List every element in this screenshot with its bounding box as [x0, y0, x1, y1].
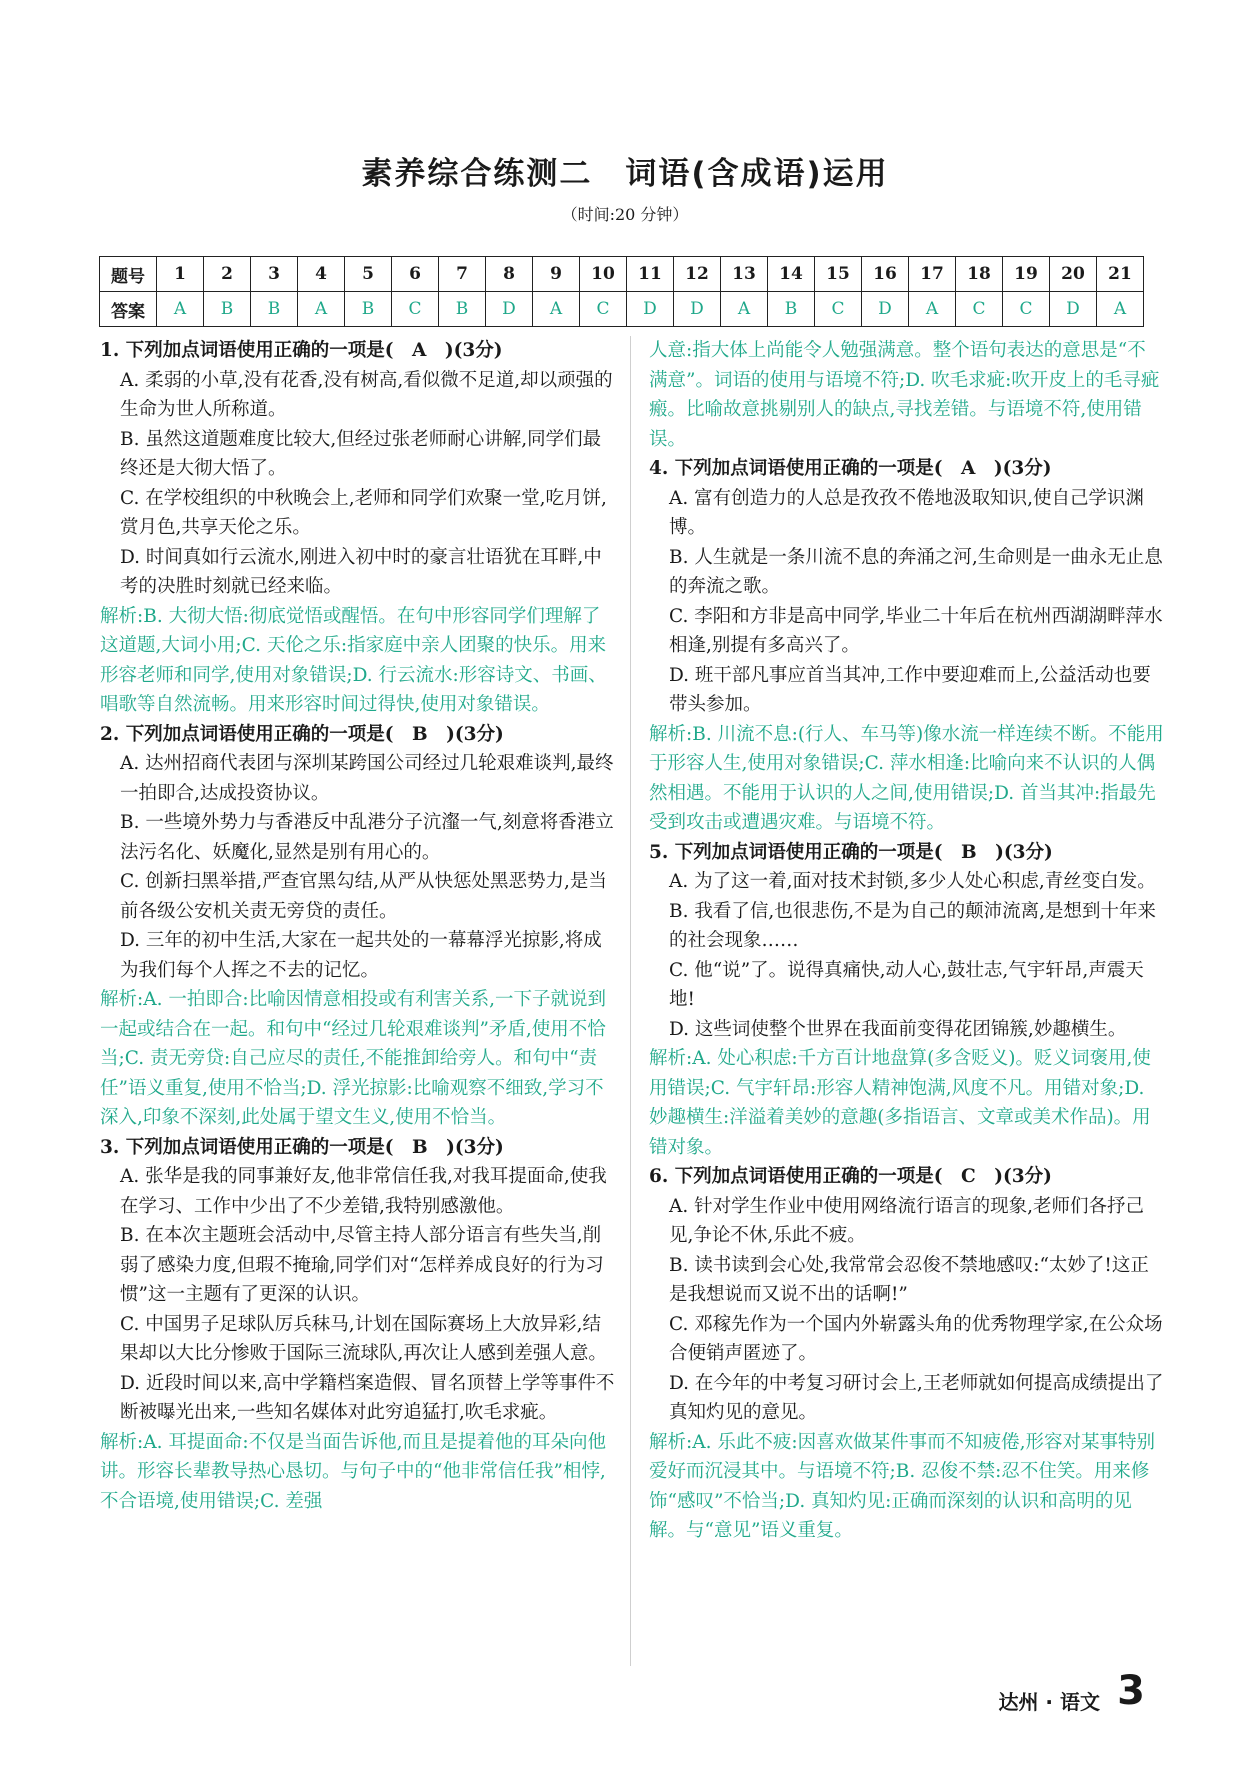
question-block	[649, 336, 1164, 454]
question-block	[100, 720, 615, 1133]
answer-cell: C	[956, 292, 1003, 327]
question-number-cell: 7	[439, 257, 486, 292]
left-column	[100, 336, 615, 1516]
question-number-cell: 11	[627, 257, 674, 292]
answer-cell: D	[1050, 292, 1097, 327]
question-number-cell: 6	[392, 257, 439, 292]
answer-cell: B	[768, 292, 815, 327]
question-number-cell: 10	[580, 257, 627, 292]
row-header-numbers: 题号	[100, 257, 157, 292]
question-option: B. 读书读到会心处,我常常会忍俊不禁地感叹:“太妙了!这正是我想说而又说不出的话啊!”	[669, 1254, 1149, 1305]
question-number-cell: 20	[1050, 257, 1097, 292]
question-number-cell: 9	[533, 257, 580, 292]
table-row-numbers	[100, 257, 1144, 292]
question-option: B. 一些境外势力与香港反中乱港分子沆瀣一气,刻意将香港立法污名化、妖魔化,显然是别有用心的。	[120, 812, 614, 863]
question-number-cell: 16	[862, 257, 909, 292]
question-option: C. 李阳和方非是高中同学,毕业二十年后在杭州西湖湖畔萍水相逢,别提有多高兴了。	[669, 605, 1163, 656]
question-number-cell: 14	[768, 257, 815, 292]
question-number-cell: 1	[157, 257, 204, 292]
question-number-cell: 12	[674, 257, 721, 292]
question-number-cell: 17	[909, 257, 956, 292]
answer-cell: C	[392, 292, 439, 327]
question-stem: 5. 下列加点词语使用正确的一项是( B )(3分)	[649, 841, 1053, 863]
question-option: C. 中国男子足球队厉兵秣马,计划在国际赛场上大放异彩,结果却以大比分惨败于国际三流球队,再次让人感到差强人意。	[120, 1313, 607, 1364]
answer-cell: A	[533, 292, 580, 327]
analysis-text-continued: 人意:指大体上尚能令人勉强满意。整个语句表达的意思是“不满意”。词语的使用与语境不符;D. 吹毛求疵:吹开皮上的毛寻疵瘢。比喻故意挑剔别人的缺点,寻找差错。与语境不符,使用错误。	[649, 340, 1160, 450]
question-option: C. 在学校组织的中秋晚会上,老师和同学们欢聚一堂,吃月饼,赏月色,共享天伦之乐。	[120, 487, 607, 538]
question-option: D. 时间真如行云流水,刚进入初中时的豪言壮语犹在耳畔,中考的决胜时刻就已经来临。	[120, 546, 602, 597]
question-stem: 1. 下列加点词语使用正确的一项是( A )(3分)	[100, 340, 503, 361]
answer-table	[99, 256, 1144, 327]
question-stem: 4. 下列加点词语使用正确的一项是( A )(3分)	[649, 458, 1052, 479]
time-note: （时间:20 分钟）	[561, 205, 689, 224]
question-option: A. 柔弱的小草,没有花香,没有树高,看似微不足道,却以顽强的生命为世人所称道。	[120, 369, 613, 420]
answer-cell: B	[251, 292, 298, 327]
answer-cell: C	[1003, 292, 1050, 327]
analysis-text: 解析:A. 一拍即合:比喻因情意相投或有利害关系,一下子就说到一起或结合在一起。和句中“经过几轮艰难谈判”矛盾,使用不恰当;C. 责无旁贷:自己应尽的责任,不能推卸给旁人。和句中“责任”语义重复,使用不恰当;D. 浮光掠影:比喻观察不细致,学习不深入,印象不深刻,此处属于望文生义,使用不恰当。	[100, 989, 606, 1128]
question-stem: 2. 下列加点词语使用正确的一项是( B )(3分)	[100, 723, 504, 745]
answer-cell: A	[1097, 292, 1144, 327]
question-option: B. 人生就是一条川流不息的奔涌之河,生命则是一曲永无止息的奔流之歌。	[669, 546, 1163, 597]
question-number-cell: 15	[815, 257, 862, 292]
question-number-cell: 2	[204, 257, 251, 292]
answer-cell: A	[298, 292, 345, 327]
question-option: C. 创新扫黑举措,严查官黑勾结,从严从快惩处黑恶势力,是当前各级公安机关责无旁贷的责任。	[120, 871, 607, 922]
question-option: D. 班干部凡事应首当其冲,工作中要迎难而上,公益活动也要带头参加。	[669, 664, 1151, 715]
answer-cell: A	[721, 292, 768, 327]
question-number-cell: 21	[1097, 257, 1144, 292]
question-option: A. 针对学生作业中使用网络流行语言的现象,老师们各抒己见,争论不休,乐此不疲。	[669, 1195, 1145, 1246]
question-stem: 3. 下列加点词语使用正确的一项是( B )(3分)	[100, 1136, 504, 1158]
analysis-text: 解析:A. 处心积虑:千方百计地盘算(多含贬义)。贬义词褒用,使用错误;C. 气宇轩昂:形容人精神饱满,风度不凡。用错对象;D. 妙趣横生:洋溢着美妙的意趣(多指语言、文章或美术作品)。用错对象。	[649, 1048, 1151, 1158]
right-column	[649, 336, 1164, 1546]
question-option: B. 在本次主题班会活动中,尽管主持人部分语言有些失当,削弱了感染力度,但瑕不掩瑜,同学们对“怎样养成良好的行为习惯”这一主题有了更深的认识。	[120, 1225, 604, 1305]
question-number-cell: 13	[721, 257, 768, 292]
analysis-text: 解析:B. 川流不息:(行人、车马等)像水流一样连续不断。不能用于形容人生,使用对象错误;C. 萍水相逢:比喻向来不认识的人偶然相遇。不能用于认识的人之间,使用错误;D. 首当其冲:指最先受到攻击或遭遇灾难。与语境不符。	[649, 723, 1164, 833]
question-number-cell: 4	[298, 257, 345, 292]
answer-cell: A	[157, 292, 204, 327]
answer-cell: C	[815, 292, 862, 327]
answer-cell: C	[580, 292, 627, 327]
question-block	[649, 838, 1164, 1163]
answer-cell: D	[486, 292, 533, 327]
answer-cell: D	[627, 292, 674, 327]
question-option: A. 富有创造力的人总是孜孜不倦地汲取知识,使自己学识渊博。	[669, 487, 1145, 538]
question-option: D. 三年的初中生活,大家在一起共处的一幕幕浮光掠影,将成为我们每个人挥之不去的记忆。	[120, 930, 602, 981]
question-block	[100, 1133, 615, 1517]
question-option: D. 这些词使整个世界在我面前变得花团锦簇,妙趣横生。	[669, 1018, 1127, 1040]
question-number-cell: 19	[1003, 257, 1050, 292]
question-number-cell: 3	[251, 257, 298, 292]
page-title: 素养综合练测二 词语(含成语)运用	[361, 156, 889, 192]
answer-cell: B	[439, 292, 486, 327]
question-option: C. 他“说”了。说得真痛快,动人心,鼓壮志,气宇轩昂,声震天地!	[669, 959, 1144, 1010]
answer-cell: A	[909, 292, 956, 327]
analysis-text: 解析:A. 耳提面命:不仅是当面告诉他,而且是提着他的耳朵向他讲。形容长辈教导热心恳切。与句子中的“他非常信任我”相悖,不合语境,使用错误;C. 差强	[100, 1431, 606, 1512]
question-option: D. 在今年的中考复习研讨会上,王老师就如何提高成绩提出了真知灼见的意见。	[669, 1372, 1164, 1423]
question-block	[649, 1162, 1164, 1546]
question-block	[100, 336, 615, 720]
question-option: A. 为了这一着,面对技术封锁,多少人处心积虑,青丝变白发。	[669, 871, 1156, 892]
question-block	[649, 454, 1164, 838]
table-row-answers	[100, 292, 1144, 327]
footer-label: 达州 · 语文	[998, 1690, 1100, 1714]
question-option: B. 虽然这道题难度比较大,但经过张老师耐心讲解,同学们最终还是大彻大悟了。	[120, 428, 602, 479]
answer-cell: D	[674, 292, 721, 327]
question-stem: 6. 下列加点词语使用正确的一项是( C )(3分)	[649, 1166, 1052, 1187]
answer-cell: D	[862, 292, 909, 327]
question-option: D. 近段时间以来,高中学籍档案造假、冒名顶替上学等事件不断被曝光出来,一些知名媒体对此穷追猛打,吹毛求疵。	[120, 1372, 615, 1423]
question-option: C. 邓稼先作为一个国内外崭露头角的优秀物理学家,在公众场合便销声匿迹了。	[669, 1313, 1163, 1364]
page-number: 3	[1117, 1668, 1145, 1714]
question-option: A. 张华是我的同事兼好友,他非常信任我,对我耳提面命,使我在学习、工作中少出了不少差错,我特别感激他。	[120, 1166, 607, 1217]
question-option: B. 我看了信,也很悲伤,不是为自己的颠沛流离,是想到十年来的社会现象……	[669, 900, 1157, 951]
answer-cell: B	[345, 292, 392, 327]
column-divider	[630, 336, 631, 1666]
question-number-cell: 5	[345, 257, 392, 292]
analysis-text: 解析:B. 大彻大悟:彻底觉悟或醒悟。在句中形容同学们理解了这道题,大词小用;C. 天伦之乐:指家庭中亲人团聚的快乐。用来形容老师和同学,使用对象错误;D. 行云流水:形容诗文、书画、唱歌等自然流畅。用来形容时间过得快,使用对象错误。	[100, 605, 607, 715]
analysis-text: 解析:A. 乐此不疲:因喜欢做某件事而不知疲倦,形容对某事特别爱好而沉浸其中。与语境不符;B. 忍俊不禁:忍不住笑。用来修饰“感叹”不恰当;D. 真知灼见:正确而深刻的认识和高明的见解。与“意见”语义重复。	[649, 1431, 1155, 1541]
question-option: A. 达州招商代表团与深圳某跨国公司经过几轮艰难谈判,最终一拍即合,达成投资协议。	[120, 753, 614, 804]
question-number-cell: 18	[956, 257, 1003, 292]
row-header-answers: 答案	[100, 292, 157, 327]
question-number-cell: 8	[486, 257, 533, 292]
answer-cell: B	[204, 292, 251, 327]
